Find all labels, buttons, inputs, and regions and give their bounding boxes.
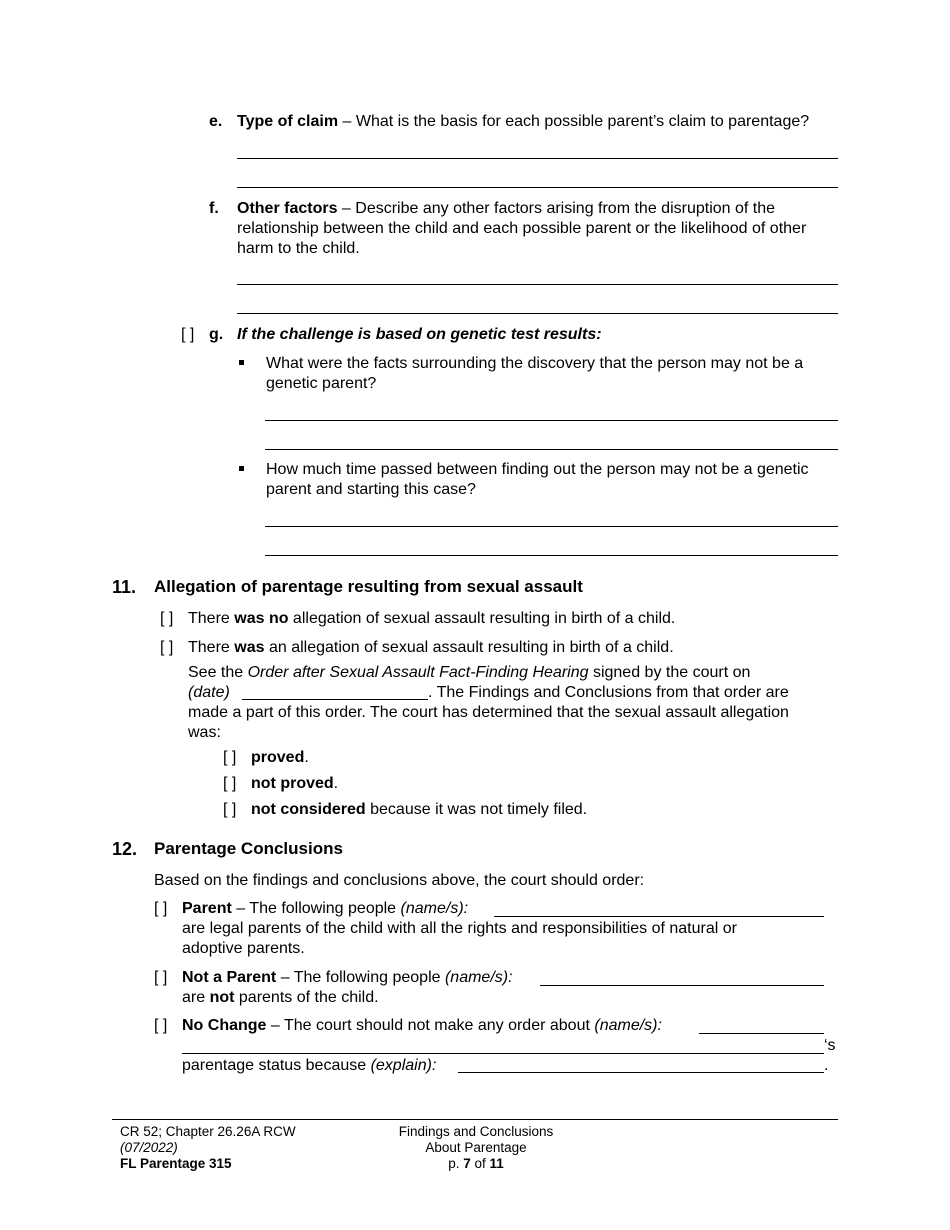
s11-opt2-text xyxy=(188,638,674,658)
s12-parent-line1 xyxy=(182,899,468,919)
footer-page xyxy=(376,1156,576,1172)
answer-line-g2a[interactable] xyxy=(265,526,838,527)
footer-left-1: CR 52; Chapter 26.26A RCW xyxy=(120,1124,296,1139)
s11-see-a: See the xyxy=(188,664,248,681)
s12-np-2b: not xyxy=(209,989,235,1006)
item-e-title: Type of claim xyxy=(237,113,339,130)
item-f-title: Other factors xyxy=(237,200,338,217)
s12-no-change-possessive: ‘s xyxy=(824,1037,836,1054)
s12-no-change-line3 xyxy=(182,1056,436,1076)
s11-order-title: Order after Sexual Assault Fact-Finding Hearing xyxy=(247,664,589,681)
s11-date-label: (date) xyxy=(188,684,230,701)
section-11-number: 11. xyxy=(112,577,137,597)
s12-parent-text: – The following people xyxy=(231,900,401,917)
s11-opt1-text xyxy=(188,609,675,629)
s12-parent-names-label: (name/s): xyxy=(400,900,469,917)
section-11-title: Allegation of parentage resulting from sexual assault xyxy=(154,577,583,596)
item-f-line1 xyxy=(237,199,775,219)
footer-page-num: 7 xyxy=(463,1156,471,1171)
item-g-letter: g. xyxy=(209,326,224,343)
s12-no-change-line1 xyxy=(182,1016,662,1036)
s11-not-proved-label: not proved xyxy=(251,775,334,792)
s12-parent-line3: adoptive parents. xyxy=(182,940,305,957)
s11-opt2-c: an allegation of sexual assault resulting in birth of a child. xyxy=(264,639,674,656)
s11-opt1-checkbox[interactable]: [ ] xyxy=(160,610,174,627)
s11-date-rest: . The Findings and Conclusions from that order are xyxy=(428,684,789,701)
item-e-text xyxy=(237,112,809,132)
s12-parent-title: Parent xyxy=(182,900,232,917)
item-f-line2: relationship between the child and each possible parent or the likelihood of other xyxy=(237,220,807,237)
item-g-checkbox[interactable]: [ ] xyxy=(181,326,195,343)
item-g-bullet2-line2: parent and starting this case? xyxy=(266,481,476,498)
section-12-title: Parentage Conclusions xyxy=(154,839,343,858)
item-e-question: – What is the basis for each possible parent’s claim to parentage? xyxy=(338,113,810,130)
s11-not-proved-end: . xyxy=(333,775,339,792)
footer-center-1: Findings and Conclusions xyxy=(398,1124,554,1139)
s12-no-change-text: – The court should not make any order about xyxy=(266,1017,595,1034)
s11-opt1-b: was no xyxy=(234,610,289,627)
s12-not-parent-checkbox[interactable]: [ ] xyxy=(154,969,168,986)
s12-not-parent-names-label: (name/s): xyxy=(444,969,513,986)
item-f-line3: harm to the child. xyxy=(237,240,360,257)
s11-proved-label: proved xyxy=(251,749,305,766)
footer-page-of: of xyxy=(470,1156,490,1171)
s12-no-change-checkbox[interactable]: [ ] xyxy=(154,1017,168,1034)
s12-nc-3a: parentage status because xyxy=(182,1057,371,1074)
s12-no-change-explain-field[interactable] xyxy=(458,1072,824,1073)
s11-not-considered-checkbox[interactable]: [ ] xyxy=(223,801,237,818)
s11-opt2-a: There xyxy=(188,639,235,656)
s12-not-parent-line1 xyxy=(182,968,513,988)
s12-not-parent-names-field[interactable] xyxy=(540,985,824,986)
s11-not-proved-text xyxy=(251,774,338,794)
answer-line-g1a[interactable] xyxy=(265,420,838,421)
s12-not-parent-title: Not a Parent xyxy=(182,969,277,986)
s12-no-change-names-field-2[interactable] xyxy=(182,1053,824,1054)
s11-made-line: made a part of this order. The court has determined that the sexual assault allegation xyxy=(188,704,789,721)
s12-parent-names-field[interactable] xyxy=(494,916,824,917)
answer-line-g2b[interactable] xyxy=(265,555,838,556)
answer-line-e2[interactable] xyxy=(237,187,838,188)
s11-opt1-a: There xyxy=(188,610,235,627)
s12-not-parent-text: – The following people xyxy=(276,969,445,986)
s11-opt2-b: was xyxy=(234,639,265,656)
s11-not-proved-checkbox[interactable]: [ ] xyxy=(223,775,237,792)
s11-opt1-c: allegation of sexual assault resulting in birth of a child. xyxy=(288,610,676,627)
answer-line-g1b[interactable] xyxy=(265,449,838,450)
s12-parent-checkbox[interactable]: [ ] xyxy=(154,900,168,917)
item-g-bullet1-line1: What were the facts surrounding the discovery that the person may not be a xyxy=(266,355,804,372)
section-12-number: 12. xyxy=(112,839,138,859)
s12-not-parent-line2 xyxy=(182,988,379,1008)
s12-no-change-end: . xyxy=(824,1057,829,1074)
s11-was-line: was: xyxy=(188,724,221,741)
footer-left-3: FL Parentage 315 xyxy=(120,1156,232,1171)
s12-parent-line2: are legal parents of the child with all the rights and responsibilities of natural or xyxy=(182,920,737,937)
answer-line-e1[interactable] xyxy=(237,158,838,159)
item-g-bullet1-line2: genetic parent? xyxy=(266,375,377,392)
bullet-icon xyxy=(239,360,244,365)
s11-not-considered-text xyxy=(251,800,587,820)
item-f-text1: – Describe any other factors arising from the disruption of the xyxy=(337,200,776,217)
s11-proved-end: . xyxy=(304,749,309,766)
item-g-bullet2-line1: How much time passed between finding out the person may not be a genetic xyxy=(266,461,809,478)
s12-no-change-title: No Change xyxy=(182,1017,267,1034)
s12-intro: Based on the findings and conclusions above, the court should order: xyxy=(154,872,645,889)
s12-nc-explain-label: (explain): xyxy=(370,1057,437,1074)
s12-no-change-names-field[interactable] xyxy=(699,1033,824,1034)
answer-line-f1[interactable] xyxy=(237,284,838,285)
footer-page-prefix: p. xyxy=(448,1156,464,1171)
s11-not-considered-label: not considered xyxy=(251,801,366,818)
footer-left-2: (07/2022) xyxy=(120,1140,178,1155)
s11-see-c: signed by the court on xyxy=(588,664,751,681)
s11-proved-checkbox[interactable]: [ ] xyxy=(223,749,237,766)
bullet-icon xyxy=(239,466,244,471)
answer-line-f2[interactable] xyxy=(237,313,838,314)
item-g-title: If the challenge is based on genetic test results: xyxy=(237,326,602,343)
s12-np-2a: are xyxy=(182,989,210,1006)
s11-see-line xyxy=(188,663,750,683)
s11-date-field[interactable] xyxy=(242,699,428,700)
footer-page-total: 11 xyxy=(489,1156,504,1171)
item-f-letter: f. xyxy=(209,200,219,217)
s12-no-change-names-label: (name/s): xyxy=(594,1017,662,1034)
item-e-letter: e. xyxy=(209,113,223,130)
footer-rule xyxy=(112,1119,838,1120)
s11-proved-text xyxy=(251,748,309,768)
s12-np-2c: parents of the child. xyxy=(234,989,379,1006)
s11-opt2-checkbox[interactable]: [ ] xyxy=(160,639,174,656)
s11-not-considered-end: because it was not timely filed. xyxy=(365,801,588,818)
footer-center-2: About Parentage xyxy=(425,1140,527,1155)
